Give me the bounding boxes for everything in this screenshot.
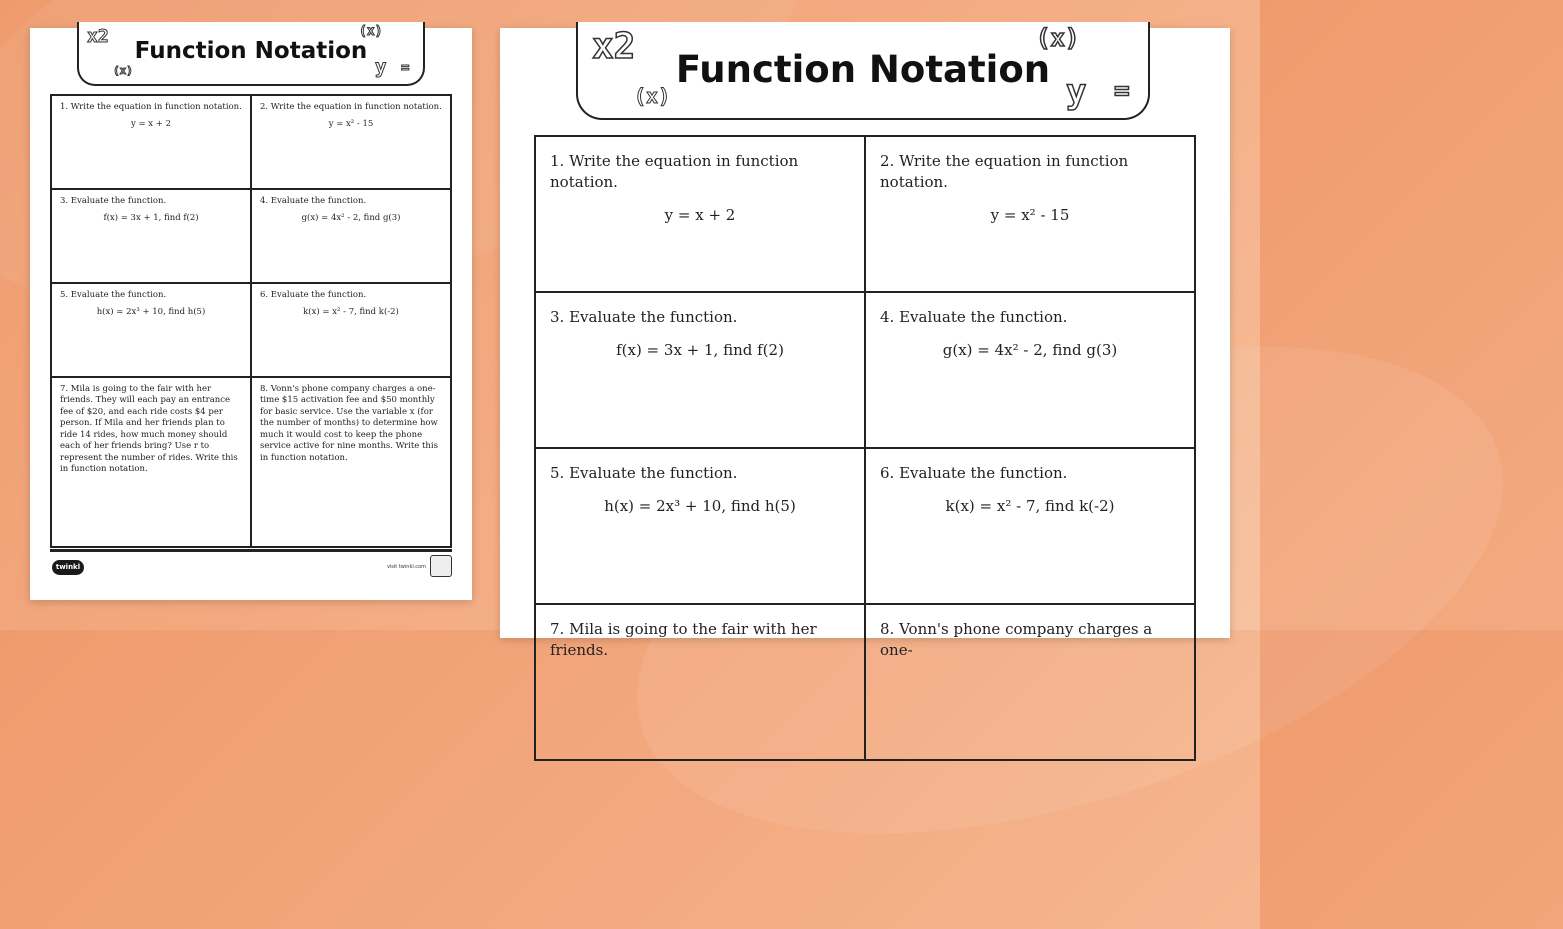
question-equation: y = x² - 15 bbox=[990, 206, 1070, 224]
x-doodle: (x) bbox=[113, 64, 133, 77]
question-cell bbox=[865, 604, 1195, 760]
x-doodle: (x) bbox=[359, 24, 383, 39]
question-equation: g(x) = 4x² - 2, find g(3) bbox=[301, 213, 401, 224]
footer-url: visit twinkl.com bbox=[386, 564, 426, 570]
question-equation: h(x) = 2x³ + 10, find h(5) bbox=[96, 307, 206, 318]
question-equation: g(x) = 4x² - 2, find g(3) bbox=[942, 341, 1118, 359]
twinkl-logo: twinkl bbox=[52, 560, 84, 575]
x2-doodle: x2 bbox=[592, 26, 636, 67]
word-problem-text: 8. Vonn's phone company charges a one- bbox=[880, 620, 1153, 659]
question-equation: h(x) = 2x³ + 10, find h(5) bbox=[604, 497, 796, 515]
question-label: 4. Evaluate the function. bbox=[880, 308, 1068, 326]
word-problem-text: 7. Mila is going to the fair with her friends. bbox=[550, 620, 817, 659]
question-cell bbox=[251, 95, 451, 189]
question-label: 1. Write the equation in function notation. bbox=[550, 152, 799, 191]
question-equation: y = x + 2 bbox=[130, 119, 172, 130]
x2-doodle: x2 bbox=[87, 26, 109, 47]
question-cell bbox=[251, 283, 451, 377]
quality-badge-icon bbox=[430, 555, 452, 577]
y-doodle: y bbox=[375, 56, 387, 78]
question-cell bbox=[535, 448, 865, 604]
page-title: Function Notation bbox=[675, 48, 1051, 91]
question-label: 6. Evaluate the function. bbox=[880, 464, 1068, 482]
question-label: 3. Evaluate the function. bbox=[60, 196, 167, 206]
question-label: 4. Evaluate the function. bbox=[260, 196, 367, 206]
question-equation: f(x) = 3x + 1, find f(2) bbox=[616, 341, 784, 359]
page-title: Function Notation bbox=[134, 38, 368, 64]
word-problem-text: 8. Vonn's phone company charges a one-time $15 activation fee and $50 monthly for basic service. Use the variable x (for the number of months) to determine how much it would cost to keep the phone service active for nine months. Write this in function notation. bbox=[260, 384, 438, 463]
question-label: 5. Evaluate the function. bbox=[60, 290, 167, 300]
question-equation: f(x) = 3x + 1, find f(2) bbox=[103, 213, 199, 224]
question-cell bbox=[535, 292, 865, 448]
worksheet-preview-full bbox=[30, 24, 472, 600]
question-cell bbox=[51, 377, 251, 547]
equals-doodle: = bbox=[1114, 76, 1130, 106]
question-label: 5. Evaluate the function. bbox=[550, 464, 738, 482]
question-cell bbox=[535, 136, 865, 292]
question-label: 2. Write the equation in function notation. bbox=[260, 102, 442, 112]
title-banner bbox=[576, 22, 1150, 120]
question-label: 2. Write the equation in function notation. bbox=[880, 152, 1129, 191]
question-cell bbox=[865, 292, 1195, 448]
question-cell bbox=[535, 604, 865, 760]
question-cell bbox=[51, 283, 251, 377]
question-grid bbox=[534, 135, 1196, 761]
page-footer bbox=[50, 549, 452, 577]
question-cell bbox=[51, 95, 251, 189]
question-label: 3. Evaluate the function. bbox=[550, 308, 738, 326]
word-problem-text: 7. Mila is going to the fair with her friends. They will each pay an entrance fee of $20, and each ride costs $4 per person. If Mila and her friends plan to ride 14 rides, how much money should each of her friends bring? Use r to represent the number of rides. Write this in function notation. bbox=[60, 384, 238, 475]
question-cell bbox=[51, 189, 251, 283]
y-doodle: y bbox=[1066, 72, 1087, 112]
question-equation: k(x) = x² - 7, find k(-2) bbox=[945, 497, 1115, 515]
equals-doodle: = bbox=[401, 60, 410, 76]
x-doodle: (x) bbox=[1036, 24, 1080, 52]
question-cell bbox=[251, 189, 451, 283]
question-cell bbox=[251, 377, 451, 547]
worksheet-preview-zoomed bbox=[500, 24, 1230, 659]
question-equation: y = x + 2 bbox=[664, 206, 736, 224]
question-equation: k(x) = x² - 7, find k(-2) bbox=[303, 307, 399, 318]
question-cell bbox=[865, 136, 1195, 292]
x-doodle: (x) bbox=[634, 84, 671, 108]
question-label: 1. Write the equation in function notation. bbox=[60, 102, 242, 112]
question-equation: y = x² - 15 bbox=[328, 119, 374, 130]
question-label: 6. Evaluate the function. bbox=[260, 290, 367, 300]
question-grid bbox=[50, 94, 452, 548]
title-banner bbox=[77, 22, 425, 86]
question-cell bbox=[865, 448, 1195, 604]
